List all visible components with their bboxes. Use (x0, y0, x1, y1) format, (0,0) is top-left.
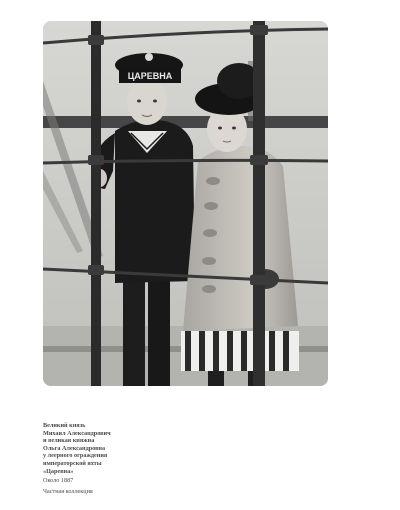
photo-graphic (43, 21, 328, 386)
caption-source: Частная коллекция (43, 487, 93, 495)
caption-title-line: Михаил Александрович (43, 429, 111, 437)
caption-title-line: у леерного ограждения (43, 452, 108, 460)
caption-date: Около 1887 (43, 477, 74, 485)
caption-title-line: императорской яхты (43, 459, 102, 467)
cap-band-text: ЦАРЕВНА (127, 71, 173, 81)
caption-title-line: Великий князь (43, 422, 86, 429)
caption-title-line: Ольга Александровна (43, 444, 106, 452)
photo-caption (43, 422, 243, 495)
caption-title (43, 422, 243, 475)
caption-title-line: «Царевна» (43, 467, 74, 475)
historical-photograph (43, 21, 328, 386)
caption-title-line: и великая княжна (43, 437, 95, 445)
